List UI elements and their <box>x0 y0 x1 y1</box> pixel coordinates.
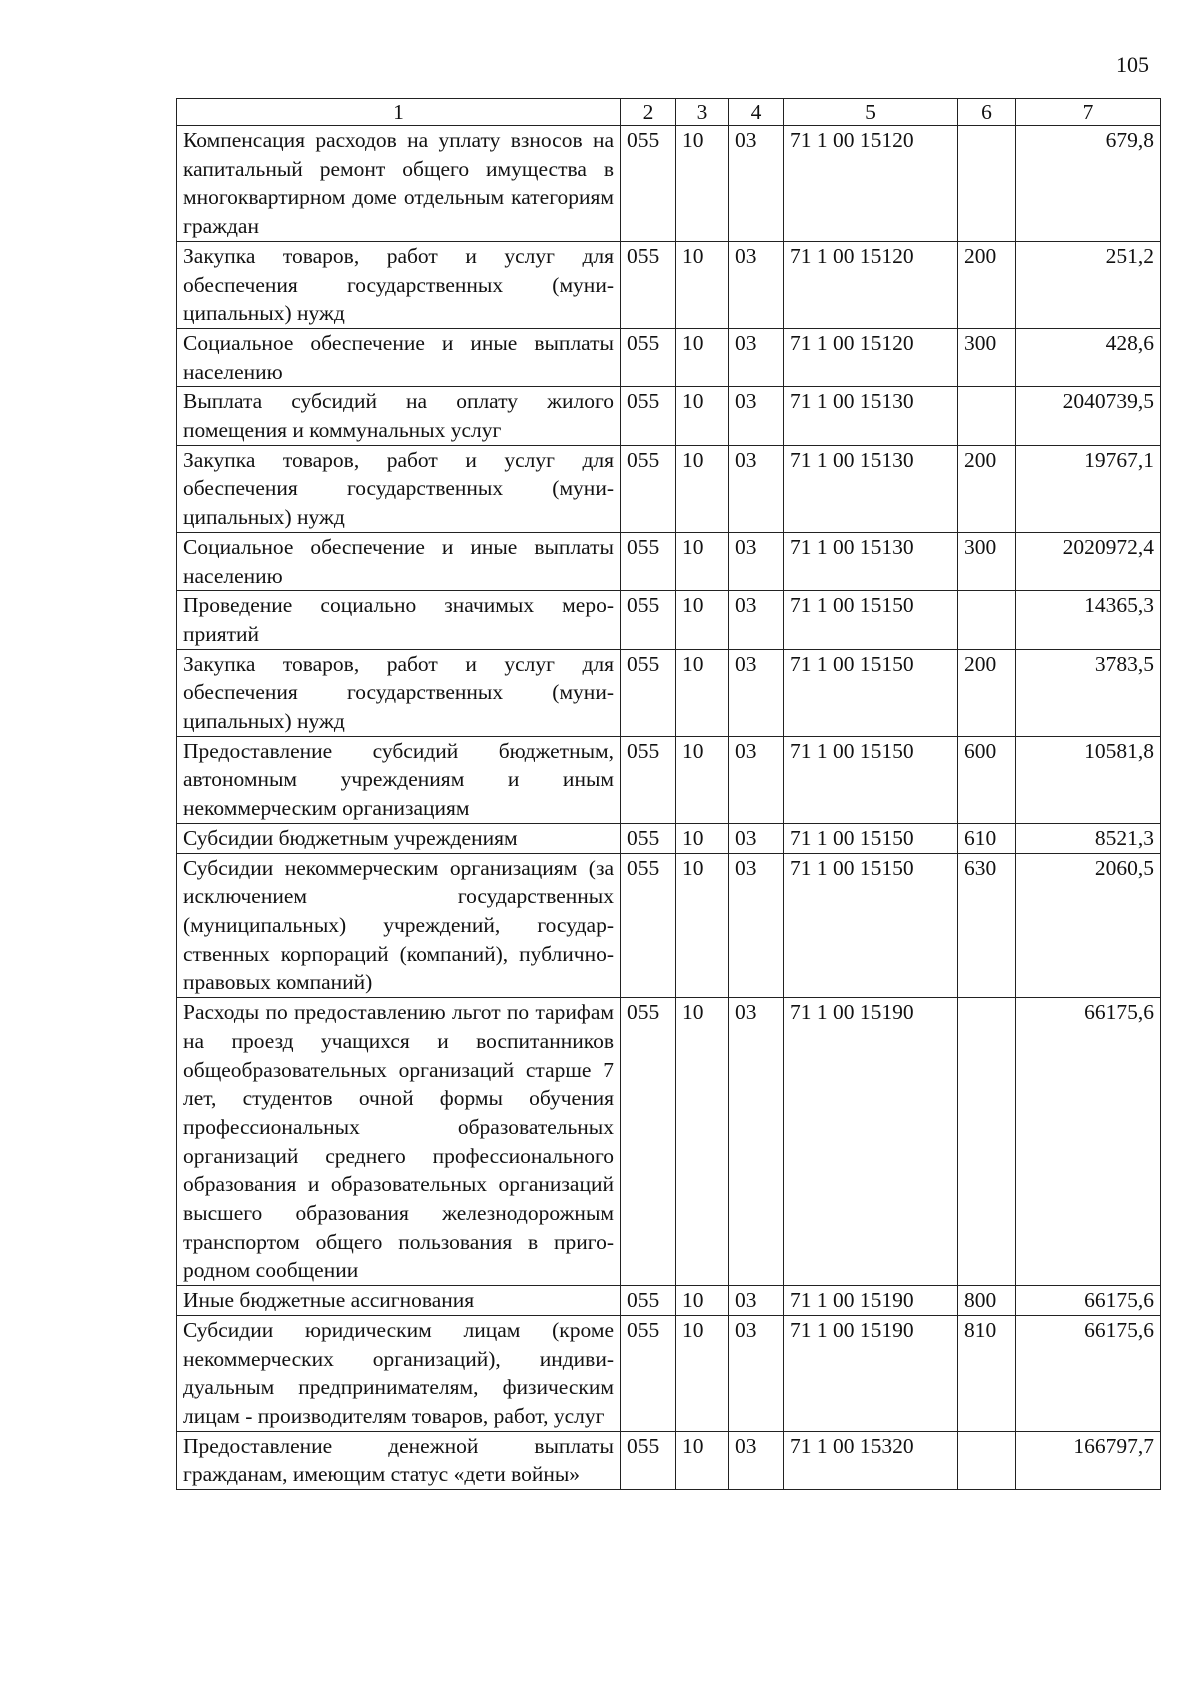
row-grbs-cell: 055 <box>621 445 676 532</box>
row-subsection-cell: 03 <box>729 241 784 328</box>
row-section-cell: 10 <box>676 853 729 998</box>
row-section-cell: 10 <box>676 126 729 242</box>
row-name-cell: Закупка товаров, работ и услуг для обеспечения государственных (муниципальных) нужд <box>177 241 621 328</box>
row-subsection-cell: 03 <box>729 445 784 532</box>
row-target-article-cell: 71 1 00 15130 <box>784 532 958 590</box>
row-target-article-cell: 71 1 00 15150 <box>784 649 958 736</box>
row-subsection-cell: 03 <box>729 532 784 590</box>
table-row <box>177 241 1161 328</box>
row-name-cell: Социальное обеспечение и иные выплаты населению <box>177 328 621 386</box>
row-expense-type-cell <box>958 1431 1016 1489</box>
row-grbs-cell: 055 <box>621 241 676 328</box>
row-name-cell: Субсидии некоммерческим организациям (за исключением государственных (муниципальных) учреждений, государственных корпораций (компаний), публично-правовых компаний) <box>177 853 621 998</box>
row-section-cell: 10 <box>676 387 729 445</box>
row-target-article-cell: 71 1 00 15150 <box>784 823 958 853</box>
row-section-cell: 10 <box>676 591 729 649</box>
row-subsection-cell: 03 <box>729 649 784 736</box>
row-amount-cell: 3783,5 <box>1016 649 1161 736</box>
budget-table <box>176 98 1161 1490</box>
row-target-article-cell: 71 1 00 15320 <box>784 1431 958 1489</box>
row-name-cell: Предоставление субсидий бюджетным, автономным учреждениям и иным некоммерческим организациям <box>177 736 621 823</box>
row-grbs-cell: 055 <box>621 649 676 736</box>
table-row <box>177 823 1161 853</box>
row-name-cell: Компенсация расходов на уплату взносов на капитальный ремонт общего имущества в многоквартирном доме отдельным категориям граждан <box>177 126 621 242</box>
row-expense-type-cell: 630 <box>958 853 1016 998</box>
table-row <box>177 591 1161 649</box>
row-section-cell: 10 <box>676 445 729 532</box>
row-name-cell: Расходы по предоставлению льгот по тарифам на проезд учащихся и воспитанников общеобразовательных организаций старше 7 лет, студентов очной формы обучения профессиональных образовательных организаций среднего профессионального образования и образовательных организаций высшего образования железнодорожным транспортом общего пользования в пригородном сообщении <box>177 998 621 1286</box>
row-section-cell: 10 <box>676 998 729 1286</box>
row-target-article-cell: 71 1 00 15130 <box>784 445 958 532</box>
row-grbs-cell: 055 <box>621 1286 676 1316</box>
row-grbs-cell: 055 <box>621 823 676 853</box>
column-header: 6 <box>958 99 1016 126</box>
column-header: 5 <box>784 99 958 126</box>
column-header: 3 <box>676 99 729 126</box>
row-section-cell: 10 <box>676 532 729 590</box>
table-row <box>177 126 1161 242</box>
column-header: 1 <box>177 99 621 126</box>
row-expense-type-cell: 800 <box>958 1286 1016 1316</box>
row-name-cell: Субсидии бюджетным учреждениям <box>177 823 621 853</box>
row-target-article-cell: 71 1 00 15190 <box>784 1315 958 1431</box>
row-amount-cell: 251,2 <box>1016 241 1161 328</box>
row-amount-cell: 679,8 <box>1016 126 1161 242</box>
row-section-cell: 10 <box>676 328 729 386</box>
row-section-cell: 10 <box>676 823 729 853</box>
row-expense-type-cell: 600 <box>958 736 1016 823</box>
table-row <box>177 649 1161 736</box>
table-row <box>177 328 1161 386</box>
header-row <box>177 99 1161 126</box>
row-expense-type-cell: 200 <box>958 649 1016 736</box>
table-row <box>177 1286 1161 1316</box>
row-target-article-cell: 71 1 00 15150 <box>784 591 958 649</box>
row-amount-cell: 14365,3 <box>1016 591 1161 649</box>
row-subsection-cell: 03 <box>729 1315 784 1431</box>
row-grbs-cell: 055 <box>621 853 676 998</box>
row-target-article-cell: 71 1 00 15190 <box>784 1286 958 1316</box>
page-number: 105 <box>1116 52 1149 77</box>
row-grbs-cell: 055 <box>621 1431 676 1489</box>
row-amount-cell: 2040739,5 <box>1016 387 1161 445</box>
row-grbs-cell: 055 <box>621 126 676 242</box>
row-expense-type-cell <box>958 387 1016 445</box>
row-subsection-cell: 03 <box>729 823 784 853</box>
table-row <box>177 853 1161 998</box>
table-header <box>177 99 1161 126</box>
row-target-article-cell: 71 1 00 15120 <box>784 241 958 328</box>
row-expense-type-cell <box>958 591 1016 649</box>
row-subsection-cell: 03 <box>729 591 784 649</box>
row-grbs-cell: 055 <box>621 387 676 445</box>
row-amount-cell: 428,6 <box>1016 328 1161 386</box>
row-grbs-cell: 055 <box>621 1315 676 1431</box>
row-amount-cell: 8521,3 <box>1016 823 1161 853</box>
row-amount-cell: 166797,7 <box>1016 1431 1161 1489</box>
column-header: 2 <box>621 99 676 126</box>
row-grbs-cell: 055 <box>621 591 676 649</box>
table-row <box>177 445 1161 532</box>
table-row <box>177 998 1161 1286</box>
row-expense-type-cell: 300 <box>958 328 1016 386</box>
row-expense-type-cell: 610 <box>958 823 1016 853</box>
table-row <box>177 387 1161 445</box>
row-expense-type-cell <box>958 998 1016 1286</box>
table-row <box>177 1431 1161 1489</box>
row-expense-type-cell: 200 <box>958 445 1016 532</box>
row-target-article-cell: 71 1 00 15120 <box>784 328 958 386</box>
row-amount-cell: 2060,5 <box>1016 853 1161 998</box>
column-header: 7 <box>1016 99 1161 126</box>
row-subsection-cell: 03 <box>729 736 784 823</box>
row-expense-type-cell: 200 <box>958 241 1016 328</box>
table-row <box>177 1315 1161 1431</box>
column-header: 4 <box>729 99 784 126</box>
row-expense-type-cell <box>958 126 1016 242</box>
row-name-cell: Закупка товаров, работ и услуг для обеспечения государственных (муниципальных) нужд <box>177 445 621 532</box>
row-target-article-cell: 71 1 00 15150 <box>784 736 958 823</box>
row-name-cell: Социальное обеспечение и иные выплаты населению <box>177 532 621 590</box>
row-target-article-cell: 71 1 00 15120 <box>784 126 958 242</box>
row-grbs-cell: 055 <box>621 998 676 1286</box>
row-section-cell: 10 <box>676 649 729 736</box>
row-expense-type-cell: 300 <box>958 532 1016 590</box>
row-name-cell: Проведение социально значимых мероприятий <box>177 591 621 649</box>
row-amount-cell: 66175,6 <box>1016 1286 1161 1316</box>
row-name-cell: Выплата субсидий на оплату жилого помещения и коммунальных услуг <box>177 387 621 445</box>
row-target-article-cell: 71 1 00 15190 <box>784 998 958 1286</box>
row-subsection-cell: 03 <box>729 328 784 386</box>
row-subsection-cell: 03 <box>729 998 784 1286</box>
row-section-cell: 10 <box>676 1286 729 1316</box>
row-section-cell: 10 <box>676 1431 729 1489</box>
row-grbs-cell: 055 <box>621 736 676 823</box>
row-target-article-cell: 71 1 00 15150 <box>784 853 958 998</box>
row-grbs-cell: 055 <box>621 328 676 386</box>
row-section-cell: 10 <box>676 1315 729 1431</box>
table-row <box>177 532 1161 590</box>
row-expense-type-cell: 810 <box>958 1315 1016 1431</box>
row-target-article-cell: 71 1 00 15130 <box>784 387 958 445</box>
row-name-cell: Иные бюджетные ассигнования <box>177 1286 621 1316</box>
row-name-cell: Закупка товаров, работ и услуг для обеспечения государственных (муниципальных) нужд <box>177 649 621 736</box>
row-subsection-cell: 03 <box>729 1431 784 1489</box>
row-section-cell: 10 <box>676 241 729 328</box>
row-subsection-cell: 03 <box>729 126 784 242</box>
row-section-cell: 10 <box>676 736 729 823</box>
row-subsection-cell: 03 <box>729 1286 784 1316</box>
row-subsection-cell: 03 <box>729 853 784 998</box>
row-amount-cell: 66175,6 <box>1016 1315 1161 1431</box>
table-row <box>177 736 1161 823</box>
row-name-cell: Субсидии юридическим лицам (кроме некоммерческих организаций), индивидуальным предпринимателям, физическим лицам - производителям товаров, работ, услуг <box>177 1315 621 1431</box>
row-subsection-cell: 03 <box>729 387 784 445</box>
row-amount-cell: 19767,1 <box>1016 445 1161 532</box>
row-amount-cell: 2020972,4 <box>1016 532 1161 590</box>
row-amount-cell: 66175,6 <box>1016 998 1161 1286</box>
row-name-cell: Предоставление денежной выплаты гражданам, имеющим статус «дети войны» <box>177 1431 621 1489</box>
row-amount-cell: 10581,8 <box>1016 736 1161 823</box>
row-grbs-cell: 055 <box>621 532 676 590</box>
table-body <box>177 126 1161 1490</box>
